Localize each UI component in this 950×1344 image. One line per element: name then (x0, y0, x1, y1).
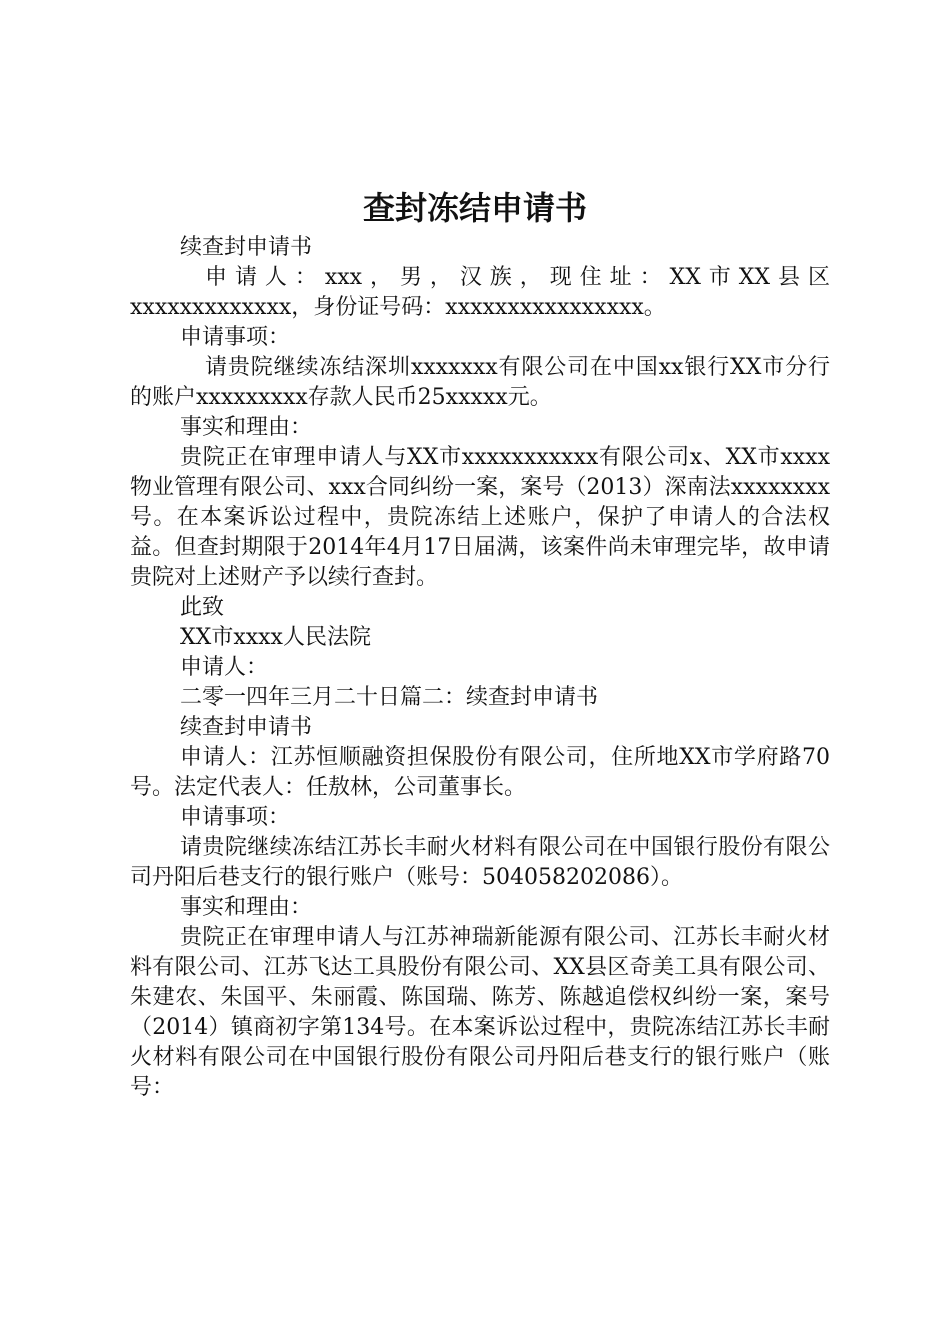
court-name: XX市xxxx人民法院 (180, 625, 371, 650)
facts-paragraph: 贵院正在审理申请人与江苏神瑞新能源有限公司、江苏长丰耐火材料有限公司、江苏飞达工具股份有限公司、XX县区奇美工具有限公司、朱建农、朱国平、朱丽霞、陈国瑞、陈芳、陈越追偿权纠纷一案，案号（2014）镇商初字第134号。在本案诉讼过程中，贵院冻结江苏长丰耐火材料有限公司在中国银行股份有限公司丹阳后巷支行的银行账户（账号： (130, 925, 830, 1100)
section-heading: 续查封申请书 (180, 715, 313, 740)
facts-heading: 事实和理由： (180, 415, 313, 440)
request-paragraph: 请贵院继续冻结深圳xxxxxxx有限公司在中国xx银行XX市分行的账户xxxxxxxxx存款人民币25xxxxx元。 (130, 355, 830, 410)
applicant-paragraph: 申请人：xxx，男，汉族，现住址：XX市XX县区xxxxxxxxxxxxx，身份证号码：xxxxxxxxxxxxxxxx。 (130, 265, 830, 320)
section-heading: 续查封申请书 (180, 235, 313, 260)
document-body (130, 233, 830, 1103)
facts-paragraph: 贵院正在审理申请人与XX市xxxxxxxxxxx有限公司x、XX市xxxx物业管理有限公司、xxx合同纠纷一案，案号（2013）深南法xxxxxxxx号。在本案诉讼过程中，贵院冻结上述账户，保护了申请人的合法权益。但查封期限于2014年4月17日届满，该案件尚未审理完毕，故申请贵院对上述财产予以续行查封。 (130, 445, 830, 590)
signature-label: 申请人： (180, 655, 269, 680)
document-title: 查封冻结申请书 (362, 189, 587, 227)
salutation: 此致 (180, 595, 225, 620)
facts-heading: 事实和理由： (180, 895, 313, 920)
request-paragraph: 请贵院继续冻结江苏长丰耐火材料有限公司在中国银行股份有限公司丹阳后巷支行的银行账户（账号：504058202086）。 (130, 835, 830, 890)
applicant-paragraph: 申请人：江苏恒顺融资担保股份有限公司，住所地XX市学府路70号。法定代表人：任敖林，公司董事长。 (130, 745, 830, 800)
date-line: 二零一四年三月二十日篇二：续查封申请书 (180, 685, 599, 710)
request-heading: 申请事项： (180, 805, 291, 830)
request-heading: 申请事项： (180, 325, 291, 350)
